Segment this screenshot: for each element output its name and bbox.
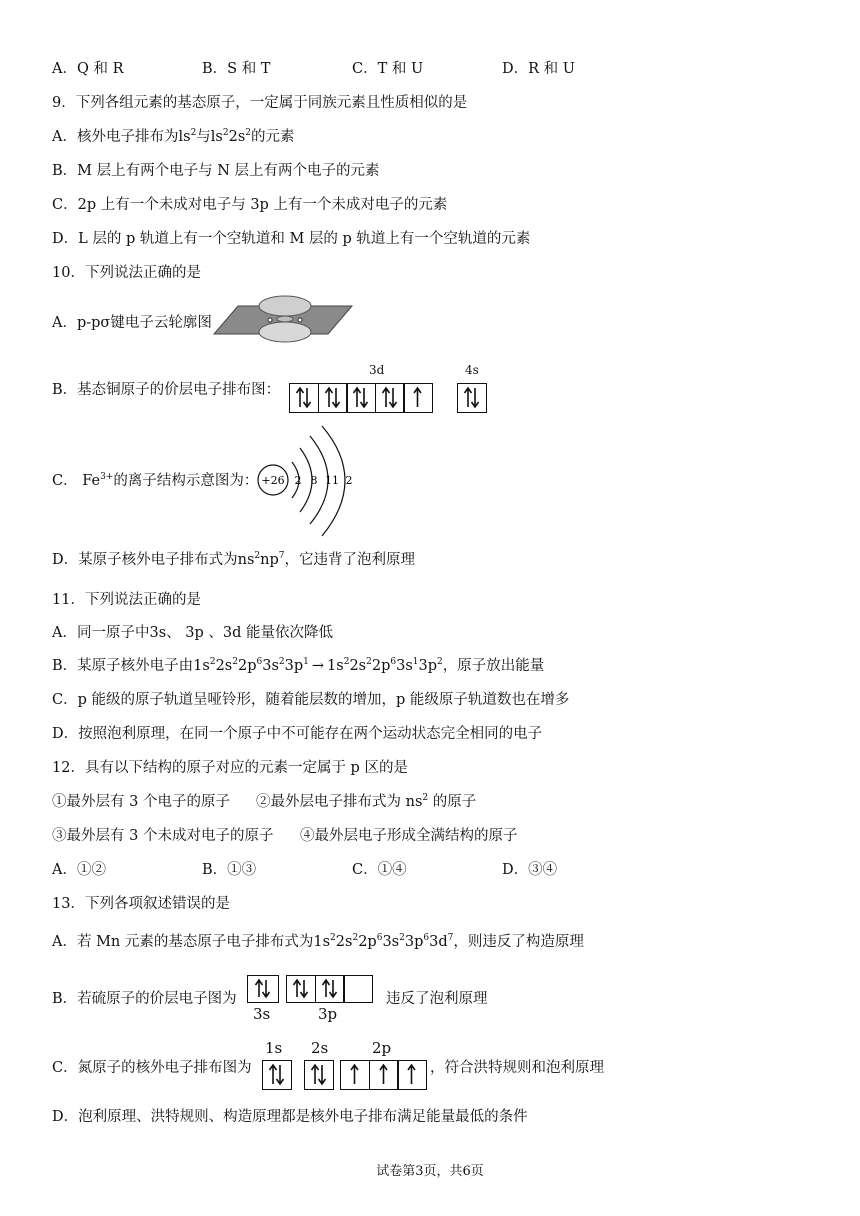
label-4s: 4s	[465, 363, 479, 377]
cu-4s-orbital-box	[457, 383, 487, 413]
orbital-box	[369, 1060, 399, 1090]
page-footer: 试卷第3页，共6页	[376, 1164, 484, 1179]
orbital-box	[346, 383, 376, 413]
s-3p-orbital-boxes	[286, 975, 373, 1003]
label-3s: 3s	[253, 1005, 271, 1023]
orbital-box	[247, 975, 279, 1003]
nucleus-label: +26	[261, 474, 285, 487]
orbital-box	[343, 975, 373, 1003]
q8-option-b: B．S 和 T	[202, 61, 271, 77]
shell-4-count: 2	[345, 474, 353, 487]
n-2p-orbital-boxes	[340, 1060, 427, 1090]
q9-stem: 9．下列各组元素的基态原子，一定属于同族元素且性质相似的是	[52, 95, 468, 111]
shell-3-count: 11	[325, 474, 339, 487]
q13-stem: 13．下列各项叙述错误的是	[52, 896, 230, 912]
q12-option-d: D．③④	[502, 862, 558, 878]
orbital-box	[262, 1060, 292, 1090]
q12-statement-4: ④最外层电子形成全满结构的原子	[300, 828, 518, 844]
orbital-box	[457, 383, 487, 413]
q8-option-d: D．R 和 U	[502, 61, 575, 77]
fe3-ion-structure-diagram	[256, 424, 366, 542]
q12-statement-1: ①最外层有 3 个电子的原子	[52, 794, 230, 810]
q8-option-a: A．Q 和 R	[52, 61, 124, 77]
label-3d: 3d	[369, 363, 385, 377]
q11-option-a: A．同一原子中3s、 3p 、3d 能量依次降低	[52, 625, 333, 641]
label-2p: 2p	[372, 1039, 392, 1057]
q13-option-b-tail: 违反了泡利原理	[386, 991, 488, 1007]
q10-option-a: A．p-pσ键电子云轮廓图	[52, 315, 212, 331]
q10-stem: 10．下列说法正确的是	[52, 265, 201, 281]
label-1s: 1s	[265, 1039, 283, 1057]
q11-option-d: D．按照泡利原理，在同一个原子中不可能存在两个运动状态完全相同的电子	[52, 726, 543, 742]
label-2s: 2s	[311, 1039, 329, 1057]
shell-2-count: 8	[310, 474, 318, 487]
config-after: $1s^22s^22p^63s^13p^2$	[327, 657, 443, 674]
q11-option-b: B．某原子核外电子由$1s^22s^22p^63s^23p^1 \to 1s^22s^22p^63s^13p^2$，原子放出能量	[52, 657, 545, 674]
q10-option-c: C． $Fe^{3+}$的离子结构示意图为：	[52, 472, 259, 489]
q10-option-d: D．某原子核外电子排布式为$ns^2np^7$，它违背了泡利原理	[52, 551, 415, 568]
q11-option-c: C．p 能级的原子轨道呈哑铃形，随着能层数的增加，p 能级原子轨道数也在增多	[52, 692, 570, 708]
orbital-box	[315, 975, 345, 1003]
orbital-box	[286, 975, 316, 1003]
orbital-box	[397, 1060, 427, 1090]
q12-option-c: C．①④	[352, 862, 407, 878]
q12-statement-3: ③最外层有 3 个未成对电子的原子	[52, 828, 274, 844]
q13-option-a: A．若 Mn 元素的基态原子电子排布式为$1s^22s^22p^63s^23p^63d^7$，则违反了构造原理	[52, 933, 584, 950]
config-before: $1s^22s^22p^63s^23p^1$	[193, 657, 309, 674]
label-3p: 3p	[318, 1005, 338, 1023]
q9-option-c: C．2p 上有一个未成对电子与 3p 上有一个未成对电子的元素	[52, 197, 448, 213]
q10-option-b: B．基态铜原子的价层电子排布图：	[52, 382, 281, 398]
orbital-box	[289, 383, 319, 413]
q12-statement-2: ②最外层电子排布式为 $ns^2$ 的原子	[256, 793, 477, 810]
q12-option-a: A．①②	[52, 862, 106, 878]
q9-option-b: B．M 层上有两个电子与 N 层上有两个电子的元素	[52, 163, 380, 179]
q9-option-d: D．L 层的 p 轨道上有一个空轨道和 M 层的 p 轨道上有一个空轨道的元素	[52, 231, 531, 247]
q9-option-a: A．核外电子排布为$ls^2$与$ls^22s^2$的元素	[52, 128, 295, 145]
orbital-box	[318, 383, 348, 413]
orbital-box	[340, 1060, 370, 1090]
q11-stem: 11．下列说法正确的是	[52, 592, 201, 608]
s-3s-orbital-box	[247, 975, 279, 1003]
q13-option-b-text: B．若硫原子的价层电子图为	[52, 991, 237, 1007]
n-1s-orbital-box	[262, 1060, 292, 1090]
orbital-box	[403, 383, 433, 413]
q12-option-b: B．①③	[202, 862, 257, 878]
orbital-box	[304, 1060, 334, 1090]
q13-option-c-tail: ，符合洪特规则和泡利原理	[430, 1060, 604, 1076]
q13-option-d: D．泡利原理、洪特规则、构造原理都是核外电子排布满足能量最低的条件	[52, 1109, 528, 1125]
p-p-sigma-orbital-image	[210, 292, 356, 348]
orbital-box	[375, 383, 405, 413]
q8-option-c: C．T 和 U	[352, 61, 424, 77]
mn-config: $1s^22s^22p^63s^23p^63d^7$	[313, 933, 454, 950]
cu-3d-orbital-boxes	[289, 383, 433, 413]
shell-1-count: 2	[294, 474, 302, 487]
q13-option-c-text: C．氮原子的核外电子排布图为	[52, 1060, 252, 1076]
q12-stem: 12．具有以下结构的原子对应的元素一定属于 p 区的是	[52, 760, 408, 776]
n-2s-orbital-box	[304, 1060, 334, 1090]
